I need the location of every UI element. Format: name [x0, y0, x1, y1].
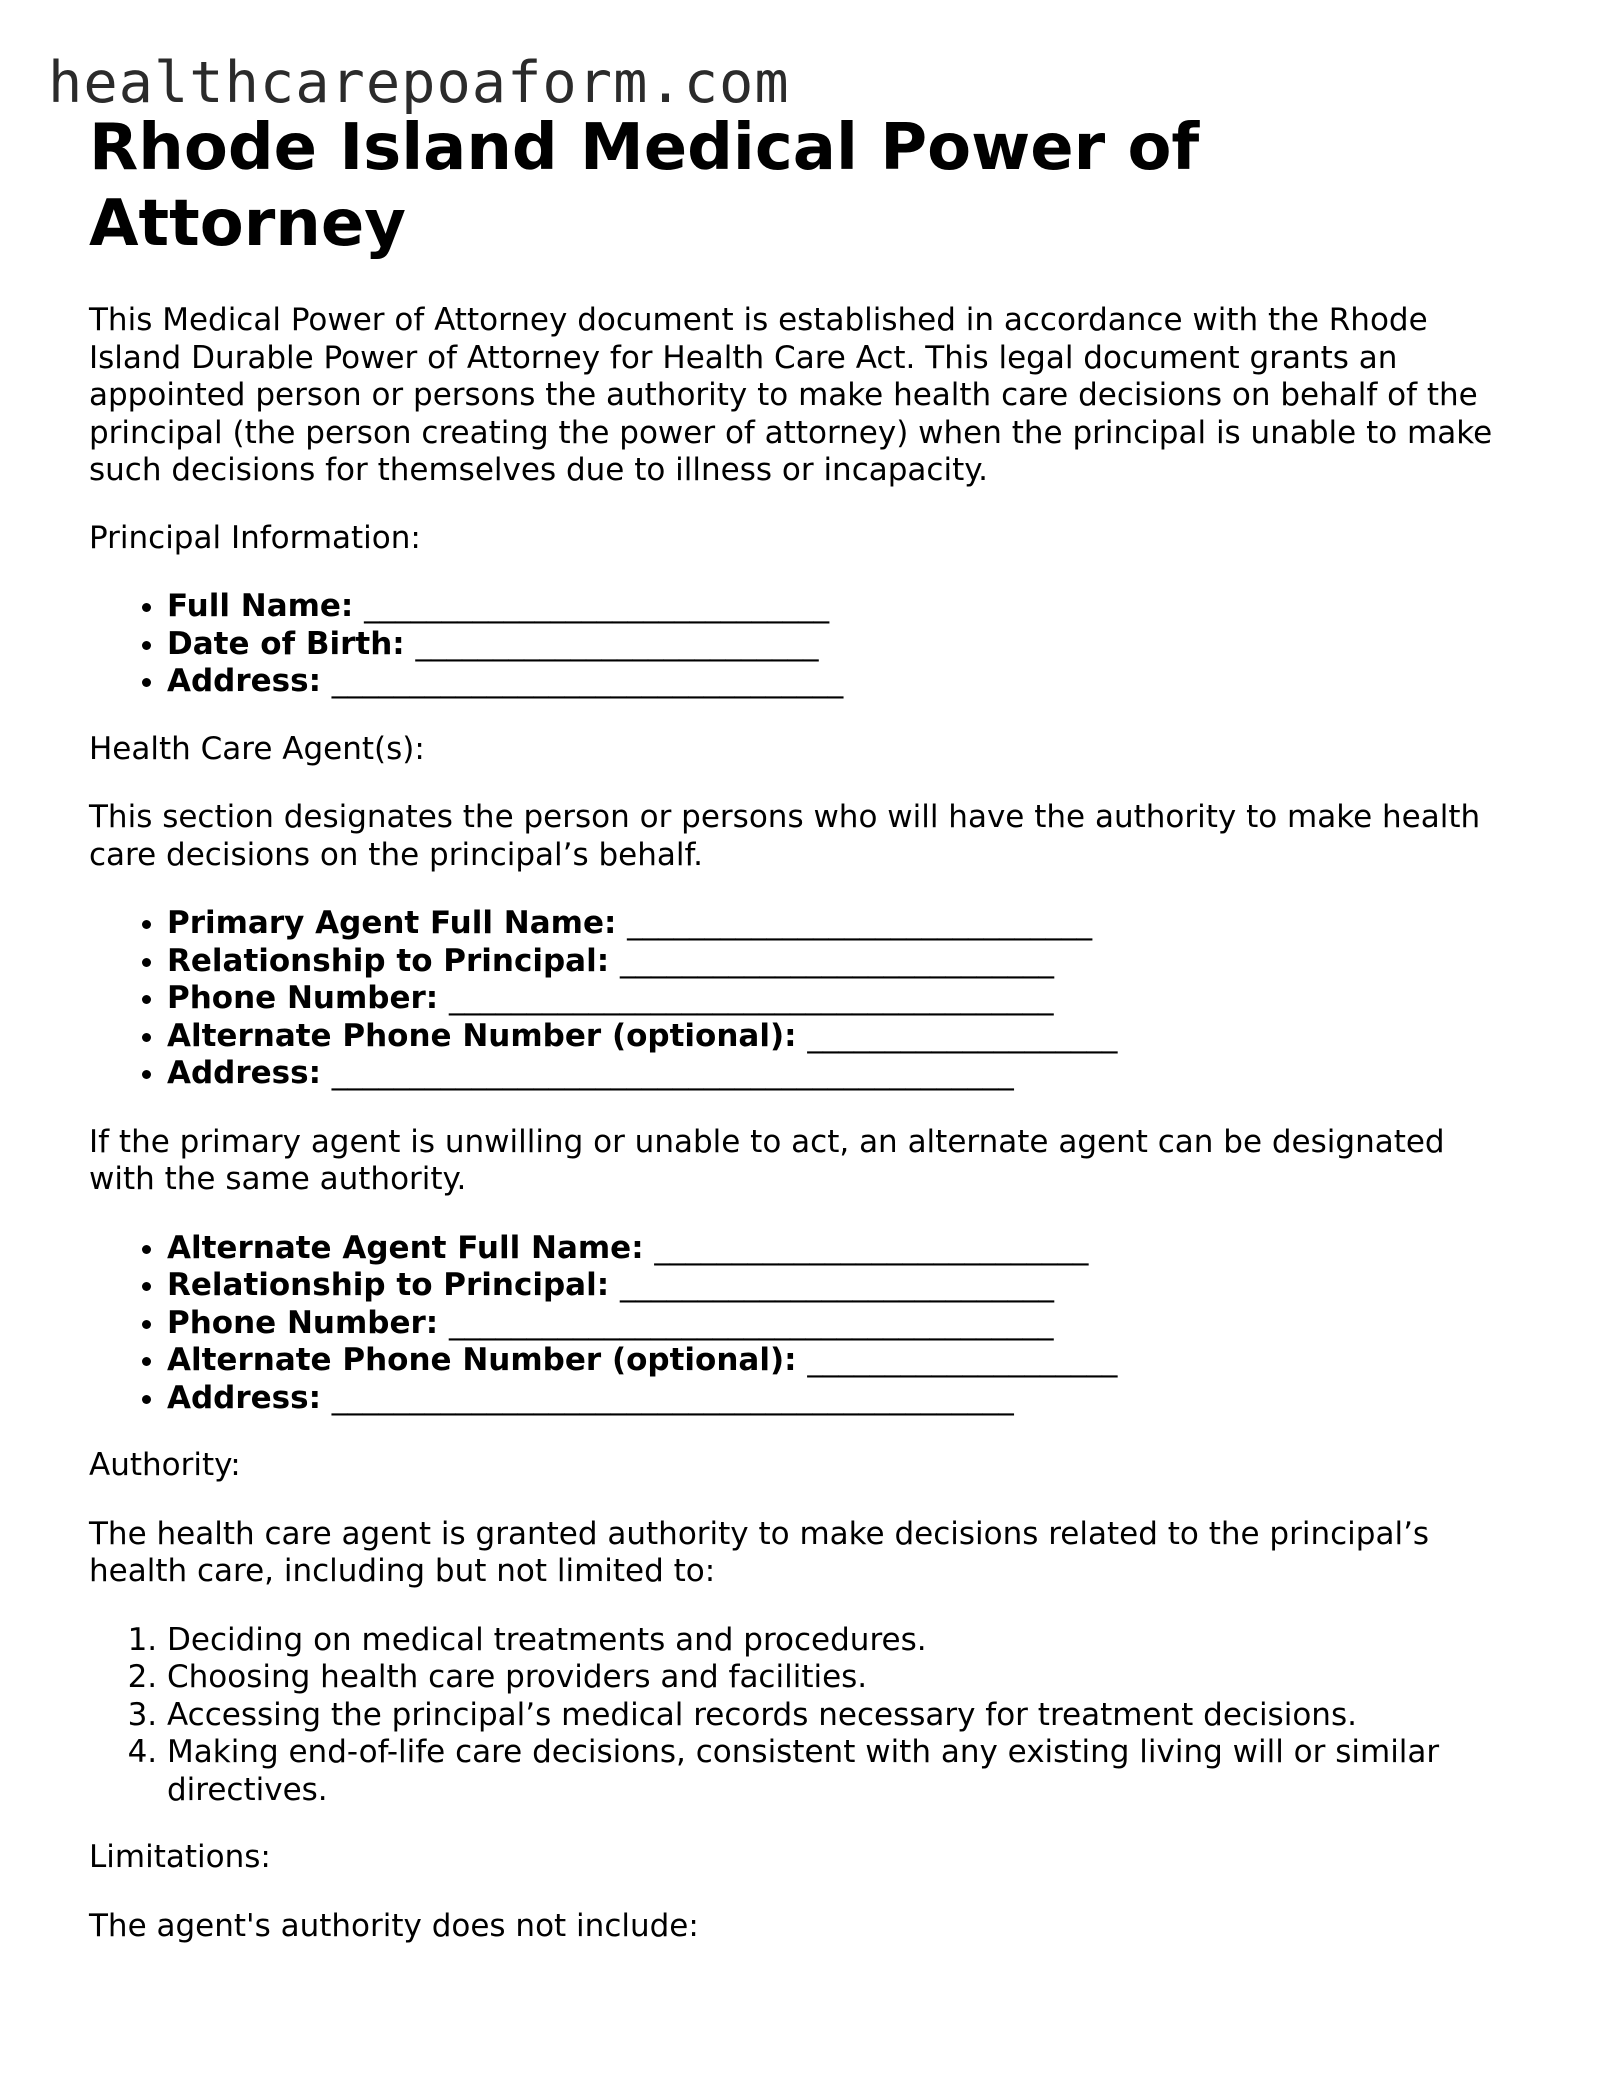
- limitations-heading: Limitations:: [89, 1839, 271, 1875]
- primary-relationship-field[interactable]: ____________________________: [619, 942, 1054, 979]
- limitations-description: The agent's authority does not include:: [89, 1907, 699, 1944]
- list-item: [167, 1380, 1519, 1418]
- intro-paragraph: This Medical Power of Attorney document is established in accordance with the Rhode Island Durable Power of Attorney for Health Care Act. This legal document grants an appointed person or persons the authority to make health care decisions on behalf of the principal (the person creating the power of attorney) when the principal is unable to make such decisions for themselves due to illness or incapacity.: [89, 302, 1493, 488]
- field-label: Phone Number:: [167, 1304, 439, 1341]
- list-item: [167, 1342, 1519, 1380]
- primary-agent-fields-list: [89, 905, 1519, 1093]
- field-label: Relationship to Principal:: [167, 1267, 610, 1303]
- principal-heading: Principal Information:: [89, 519, 421, 556]
- list-item: 4. Making end-of-life care decisions, consistent with any existing living will or similar directives.: [167, 1734, 1519, 1809]
- alternate-phone-field[interactable]: _______________________________________: [449, 1304, 1054, 1341]
- field-label: Alternate Agent Full Name:: [167, 1229, 644, 1266]
- list-item: 2. Choosing health care providers and facilities.: [167, 1659, 1519, 1697]
- field-label: Alternate Phone Number (optional):: [167, 1342, 797, 1378]
- field-label: Primary Agent Full Name:: [167, 905, 617, 941]
- date-of-birth-field[interactable]: __________________________: [415, 625, 819, 662]
- field-label: Date of Birth:: [167, 625, 405, 662]
- field-label: Address:: [167, 1055, 321, 1091]
- field-label: Full Name:: [167, 588, 354, 624]
- list-item: [167, 1018, 1519, 1056]
- alternate-agent-name-field[interactable]: ____________________________: [654, 1229, 1089, 1266]
- alternate-address-field[interactable]: ____________________________________________: [331, 1379, 1014, 1416]
- list-item: 1. Deciding on medical treatments and procedures.: [167, 1622, 1519, 1660]
- authority-list: [89, 1622, 1519, 1810]
- list-item: [167, 943, 1519, 981]
- alternate-agent-note: If the primary agent is unwilling or unable to act, an alternate agent can be designated with the same authority.: [89, 1123, 1445, 1197]
- site-watermark: healthcarepoaform.com: [48, 50, 790, 116]
- primary-address-field[interactable]: ____________________________________________: [331, 1055, 1014, 1091]
- list-item: [167, 980, 1519, 1018]
- primary-agent-name-field[interactable]: ______________________________: [627, 905, 1093, 941]
- page-title: Rhode Island Medical Power of Attorney: [89, 111, 1200, 261]
- list-item: [167, 588, 1519, 626]
- list-item: [167, 1055, 1519, 1093]
- primary-alt-phone-field[interactable]: ____________________: [807, 1017, 1118, 1054]
- field-label: Relationship to Principal:: [167, 942, 610, 979]
- document-body: [89, 110, 1519, 1945]
- field-label: Phone Number:: [167, 980, 439, 1016]
- list-item: [167, 626, 1519, 664]
- list-item: [167, 663, 1519, 701]
- authority-heading: Authority:: [89, 1447, 241, 1483]
- field-label: Address:: [167, 663, 321, 699]
- field-label: Address:: [167, 1379, 321, 1416]
- authority-description: The health care agent is granted authority to make decisions related to the principal’s health care, including but not limited to:: [89, 1515, 1430, 1589]
- alternate-agent-fields-list: [89, 1230, 1519, 1418]
- list-item: 3. Accessing the principal’s medical records necessary for treatment decisions.: [167, 1697, 1519, 1735]
- agents-heading: Health Care Agent(s):: [89, 730, 425, 767]
- principal-fields-list: [89, 588, 1519, 701]
- full-name-field[interactable]: ______________________________: [364, 588, 830, 624]
- primary-phone-field[interactable]: _______________________________________: [449, 980, 1054, 1016]
- alternate-alt-phone-field[interactable]: ____________________: [807, 1342, 1118, 1378]
- agents-description: This section designates the person or persons who will have the authority to make health care decisions on the principal’s behalf.: [89, 799, 1481, 873]
- address-field[interactable]: _________________________________: [331, 663, 844, 699]
- list-item: [167, 905, 1519, 943]
- list-item: [167, 1230, 1519, 1268]
- list-item: [167, 1305, 1519, 1343]
- alternate-relationship-field[interactable]: ____________________________: [619, 1267, 1054, 1303]
- list-item: [167, 1267, 1519, 1305]
- field-label: Alternate Phone Number (optional):: [167, 1017, 797, 1054]
